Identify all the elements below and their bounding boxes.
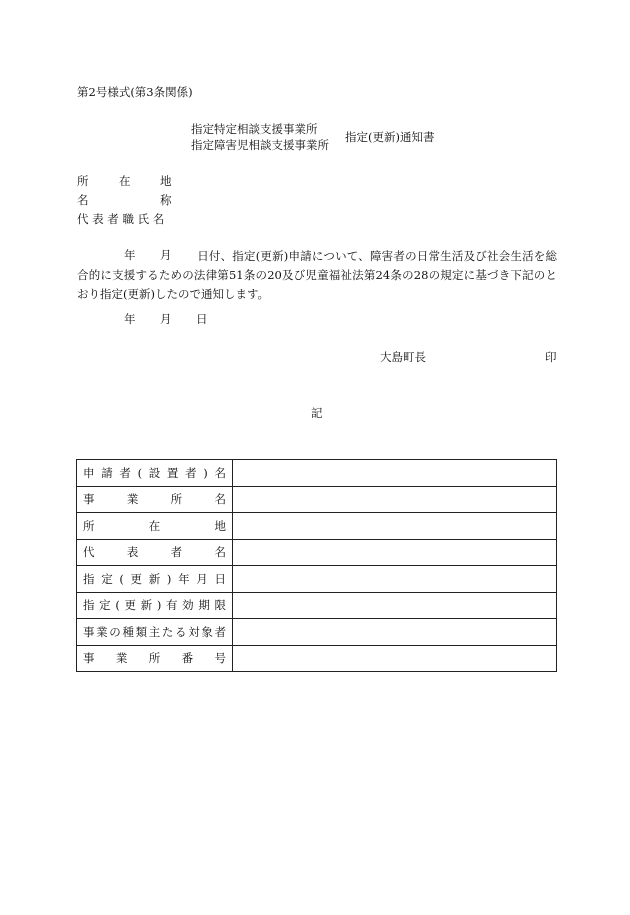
table-row <box>77 619 557 646</box>
issue-date-day: 日 <box>196 312 208 326</box>
designation-details-table <box>76 459 557 672</box>
addressee-location-char: 所 <box>77 174 89 188</box>
row-label-office-number: 事業所番号 <box>77 645 233 672</box>
office-type-specific-consultation: 指定特定相談支援事業所 <box>191 122 318 136</box>
row-value-applicant <box>233 460 557 487</box>
row-value-service-type <box>233 619 557 646</box>
row-label-designation-date: 指定(更新)年月日 <box>77 566 233 593</box>
row-label-validity-period: 指定(更新)有効期限 <box>77 592 233 619</box>
row-value-representative <box>233 539 557 566</box>
ki-heading: 記 <box>311 406 323 420</box>
row-label-service-type: 事業の種類主たる対象者 <box>77 619 233 646</box>
notice-date-month: 月 <box>160 248 172 262</box>
addressee-representative: 代 表 者 職 氏 名 <box>77 212 165 226</box>
table-row <box>77 486 557 513</box>
document-title: 指定(更新)通知書 <box>345 130 435 144</box>
form-number: 第2号様式(第3条関係) <box>77 85 193 99</box>
issuer-mayor: 大島町長 <box>380 350 426 364</box>
notice-date-year: 年 <box>124 248 136 262</box>
issue-date-month: 月 <box>160 312 172 326</box>
table-row <box>77 513 557 540</box>
row-label-office-name: 事業所名 <box>77 486 233 513</box>
table-row <box>77 539 557 566</box>
row-value-designation-date <box>233 566 557 593</box>
table-row <box>77 566 557 593</box>
addressee-name-char: 名 <box>77 193 89 207</box>
notice-body-text: 日付、指定(更新)申請について、障害者の日常生活及び社会生活を総合的に支援するための法律第51条の20及び児童福祉法第24条の28の規定に基づき下記のとおり指定(更新)したので通知します。 <box>77 249 557 301</box>
issue-date-year: 年 <box>124 312 136 326</box>
row-label-applicant: 申請者(設置者)名 <box>77 460 233 487</box>
issuer-seal: 印 <box>545 350 557 364</box>
row-label-location: 所在地 <box>77 513 233 540</box>
table-row <box>77 592 557 619</box>
addressee-name-char: 称 <box>160 193 172 207</box>
office-type-child-consultation: 指定障害児相談支援事業所 <box>191 138 329 152</box>
row-label-representative: 代表者名 <box>77 539 233 566</box>
row-value-validity-period <box>233 592 557 619</box>
office-type-labels <box>191 121 329 153</box>
table-row <box>77 460 557 487</box>
row-value-office-number <box>233 645 557 672</box>
addressee-location-char: 在 <box>119 174 131 188</box>
table-row <box>77 645 557 672</box>
row-value-office-name <box>233 486 557 513</box>
notice-body <box>77 247 557 304</box>
addressee-location-char: 地 <box>160 174 172 188</box>
row-value-location <box>233 513 557 540</box>
